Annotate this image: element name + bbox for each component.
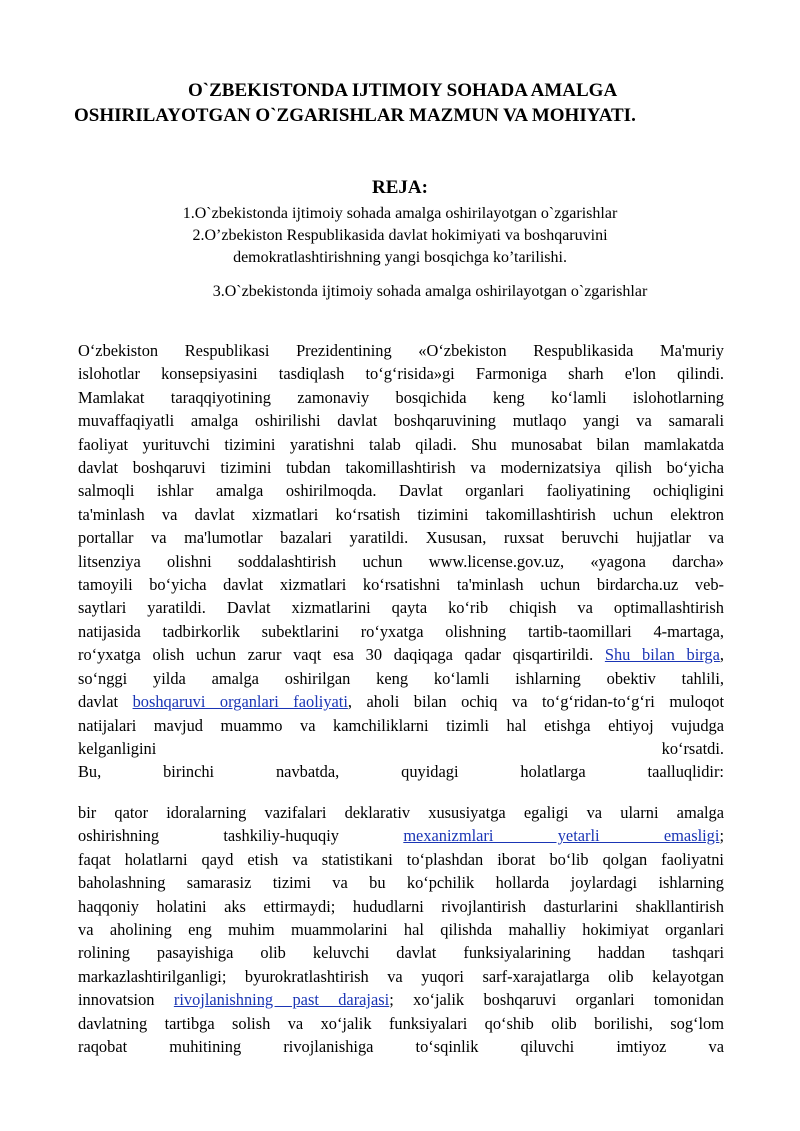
plan-item-2-line-2: demokratlashtirishning yangi bosqichga ko’tarilishi.: [233, 249, 567, 266]
text-fragment: ,: [719, 645, 725, 665]
document-title: [74, 78, 734, 128]
text-line: islohotlar konsepsiyasini tasdiqlash to‘g‘risida»gi Farmoniga sharh e'lon qilindi.: [78, 364, 724, 384]
text-line: so‘nggi yilda amalga oshirilgan keng ko‘lamli ishlarning obektiv tahlili,: [78, 668, 724, 688]
text-line: rolining pasayishiga olib keluvchi davlat funksiyalarining haddan tashqari: [78, 943, 724, 963]
text-line: salmoqli ishlar amalga oshirilmoqda. Davlat organlari faoliyatining ochiqligini: [78, 481, 724, 501]
text-line: Mamlakat taraqqiyotining zamonaviy bosqichida keng ko‘lamli islohotlarning: [78, 387, 724, 407]
plan-item-3: 3.O`zbekistonda ijtimoiy sohada amalga oshirilayotgan o`zgarishlar: [212, 283, 648, 300]
text-line: faoliyat yurituvchi tizimini yaratishni talab qiladi. Shu munosabat bilan mamlakatda: [78, 434, 724, 454]
text-line: portallar va ma'lumotlar bazalari yaratildi. Xususan, ruxsat beruvchi hujjatlar va: [78, 528, 724, 548]
text-fragment: ; xo‘jalik boshqaruvi organlari tomonidan: [389, 990, 724, 1010]
text-fragment: , aholi bilan ochiq va to‘g‘ridan-to‘g‘ri muloqot: [347, 692, 724, 712]
text-line: bir qator idoralarning vazifalari deklarativ xususiyatga egaligi va ularni amalga: [78, 803, 724, 822]
text-line: markazlashtirilganligi; byurokratlashtirish va yuqori sarf-xarajatlarga olib kelayotgan: [78, 966, 724, 986]
link-shu-bilan-birga[interactable]: Shu bilan birga: [604, 645, 720, 665]
title-line-2: OSHIRILAYOTGAN O`ZGARISHLAR MAZMUN VA MOHIYATI.: [74, 105, 636, 126]
title-line-1: O`ZBEKISTONDA IJTIMOIY SOHADA AMALGA: [188, 80, 618, 101]
text-fragment: ro‘yxatga olish uchun zarur vaqt esa 30 daqiqaga qadar qisqartirildi.: [78, 645, 605, 665]
text-line: natijasida tadbirkorlik subektlarini ro‘yxatga olishning tartib-taomillari 4-martaga,: [78, 621, 724, 641]
text-line: tamoyili bo‘yicha davlat xizmatlari ko‘rsatishni ta'minlash uchun birdarcha.uz veb-: [78, 575, 724, 595]
link-rivojlanishning-past-darajasi[interactable]: rivojlanishning past darajasi: [173, 990, 390, 1010]
plan-item-2-line-1: 2.O’zbekiston Respublikasida davlat hokimiyati va boshqaruvini: [192, 227, 608, 244]
text-fragment: innovatsion: [78, 990, 174, 1010]
text-line: raqobat muhitining rivojlanishiga to‘sqinlik qiluvchi imtiyoz va: [78, 1037, 724, 1057]
text-line: [78, 824, 724, 847]
text-line: faqat holatlarni qayd etish va statistikani to‘plashdan iborat bo‘lib qolgan faoliyatni: [78, 849, 724, 869]
text-line: natijalari mavjud muammo va kamchiliklarni tizimli hal etishga ehtiyoj vujudga: [78, 715, 724, 735]
text-fragment: oshirishning tashkiliy-huquqiy: [78, 826, 404, 846]
link-boshqaruvi-organlari-faoliyati[interactable]: boshqaruvi organlari faoliyati: [132, 692, 348, 712]
text-line: ta'minlash va davlat xizmatlari ko‘rsatish tizimini takomillashtirish uchun elektron: [78, 504, 724, 524]
text-line: O‘zbekiston Respublikasi Prezidentining «O‘zbekiston Respublikasida Ma'muriy: [78, 341, 724, 360]
text-line: Bu, birinchi navbatda, quyidagi holatlarga taalluqlidir:: [78, 762, 724, 782]
body-paragraph-1: [78, 339, 724, 784]
text-line: litsenziya olishni soddalashtirish uchun www.license.gov.uz, «yagona darcha»: [78, 551, 724, 571]
text-line: muvaffaqiyatli amalga oshirilishi davlat boshqaruvining mutlaqo yangi va samarali: [78, 411, 724, 431]
body-paragraph-2: [78, 801, 724, 1058]
plan-heading: REJA:: [372, 177, 428, 198]
plan-item-2: [0, 225, 800, 269]
text-fragment: davlat: [78, 692, 133, 712]
text-line: [78, 690, 724, 713]
text-line: kelganligini ko‘rsatdi.: [78, 738, 724, 758]
text-line: [78, 643, 724, 666]
text-line: [78, 988, 724, 1011]
text-fragment: ;: [719, 826, 724, 846]
text-line: va aholining eng muhim muammolarini hal qilishda mahalliy hokimiyat organlari: [78, 920, 724, 940]
link-mexanizmlari-yetarli-emasligi[interactable]: mexanizmlari yetarli emasligi: [403, 826, 720, 846]
text-line: davlat boshqaruvi tizimini tubdan takomillashtirish va modernizatsiya qilish bo‘yicha: [78, 458, 724, 478]
plan-item-1: 1.O`zbekistonda ijtimoiy sohada amalga oshirilayotgan o`zgarishlar: [182, 205, 618, 222]
text-line: haqqoniy holatini aks ettirmaydi; hududlarni rivojlantirish dasturlarini shakllantirish: [78, 896, 724, 916]
text-line: baholashning samarasiz tizimi va bu ko‘pchilik hollarda joylardagi ishlarning: [78, 873, 724, 893]
text-line: davlatning tartibga solish va xo‘jalik funksiyalari qo‘shib olib borilishi, sog‘lom: [78, 1013, 724, 1033]
text-line: saytlari yaratildi. Davlat xizmatlarini qayta ko‘rib chiqish va optimallashtirish: [78, 598, 724, 618]
